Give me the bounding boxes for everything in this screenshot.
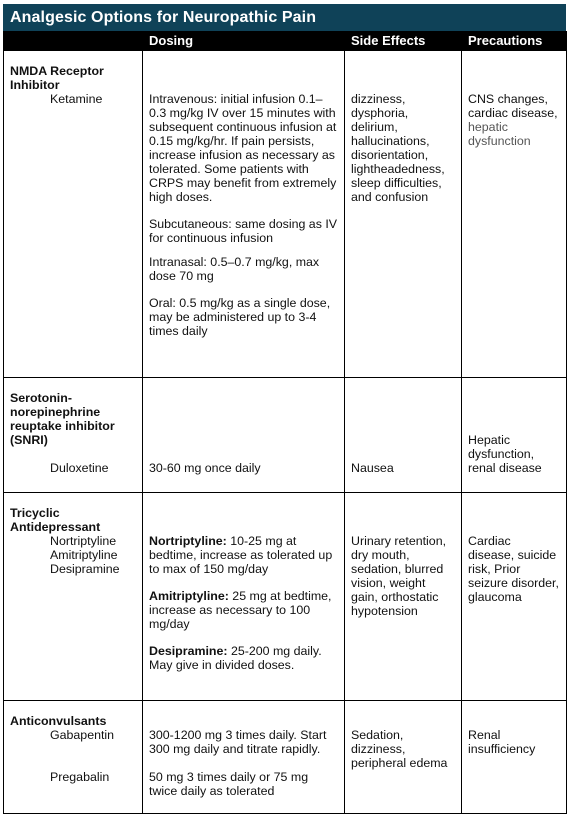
class-cell <box>4 378 143 493</box>
dosing-cell <box>143 493 345 701</box>
drug-table-container <box>3 4 566 814</box>
class-name: NMDA Receptor Inhibitor <box>10 64 104 92</box>
dosing-text: 300-1200 mg 3 times daily. Start 300 mg daily and titrate rapidly. <box>149 728 327 756</box>
dosing-text: 50 mg 3 times daily or 75 mg twice daily as tolerated <box>149 770 309 798</box>
header-row <box>4 32 567 51</box>
dosing-text: 30-60 mg once daily <box>149 461 261 475</box>
header-side-effects: Side Effects <box>345 32 462 51</box>
class-name: Serotonin-norepinephrine reuptake inhibitor (SNRI) <box>10 391 115 447</box>
table-row <box>4 701 567 814</box>
dosing-text: Intranasal: 0.5–0.7 mg/kg, max dose 70 mg <box>149 255 320 283</box>
side-effects-cell <box>345 493 462 701</box>
dosing-text: Subcutaneous: same dosing as IV for continuous infusion <box>149 217 338 245</box>
dosing-detail: 25-200 mg daily. May give in divided doses. <box>149 644 322 672</box>
side-effects-cell <box>345 701 462 814</box>
dosing-detail: 10-25 mg at bedtime, increase as tolerated up to max of 150 mg/day <box>149 534 333 576</box>
precautions-text: Hepatic dysfunction, renal disease <box>468 433 542 475</box>
drug-name: Pregabalin <box>50 770 110 784</box>
drug-name: Desipramine <box>50 562 120 576</box>
side-effects-cell <box>345 378 462 493</box>
analgesic-table <box>3 31 567 814</box>
table-title: Analgesic Options for Neuropathic Pain <box>3 4 566 31</box>
dosing-text <box>149 589 338 631</box>
precautions-cell <box>462 378 567 493</box>
dosing-text: Intravenous: initial infusion 0.1–0.3 mg/kg IV over 15 minutes with subsequent continuous infusion at 0.15 mg/kg/hr. If pain persists, increase infusion as necessary as tolerated. Some patients with CRPS may benefit from extremely high doses. <box>149 92 337 204</box>
precautions-text: CNS changes, cardiac disease, <box>468 92 558 120</box>
side-effects-text: Sedation, dizziness, peripheral edema <box>351 728 448 770</box>
drug-name: Amitriptyline <box>50 548 118 562</box>
table-row <box>4 378 567 493</box>
class-cell <box>4 51 143 378</box>
dosing-drug-label: Desipramine: <box>149 644 228 658</box>
class-cell <box>4 493 143 701</box>
class-name: Tricyclic Antidepressant <box>10 506 101 534</box>
dosing-text: Oral: 0.5 mg/kg as a single dose, may be administered up to 3-4 times daily <box>149 296 331 338</box>
drug-name: Nortriptyline <box>50 534 117 548</box>
precautions-cell <box>462 701 567 814</box>
dosing-cell <box>143 51 345 378</box>
table-row <box>4 51 567 378</box>
header-precautions: Precautions <box>462 32 567 51</box>
precautions-text: Cardiac disease, suicide risk, Prior seizure disorder, glaucoma <box>468 534 559 604</box>
dosing-cell <box>143 378 345 493</box>
drug-name: Ketamine <box>50 92 103 106</box>
side-effects-cell <box>345 51 462 378</box>
precautions-text-muted: hepatic dysfunction <box>468 120 531 148</box>
dosing-drug-label: Nortriptyline: <box>149 534 227 548</box>
header-class <box>4 32 143 51</box>
side-effects-text: dizziness, dysphoria, delirium, hallucinations, disorientation, lightheadedness, sleep difficulties, and confusion <box>351 92 445 204</box>
precautions-text: Renal insufficiency <box>468 728 536 756</box>
side-effects-text: Nausea <box>351 461 394 475</box>
header-dosing: Dosing <box>143 32 345 51</box>
drug-name: Gabapentin <box>50 728 115 742</box>
drug-name: Duloxetine <box>50 461 109 475</box>
side-effects-text: Urinary retention, dry mouth, sedation, blurred vision, weight gain, orthostatic hypotension <box>351 534 447 618</box>
table-row <box>4 493 567 701</box>
precautions-cell <box>462 51 567 378</box>
class-name: Anticonvulsants <box>10 714 107 728</box>
class-cell <box>4 701 143 814</box>
dosing-drug-label: Amitriptyline: <box>149 589 229 603</box>
dosing-text <box>149 534 338 576</box>
dosing-detail: 25 mg at bedtime, increase as necessary to 100 mg/day <box>149 589 332 631</box>
dosing-cell <box>143 701 345 814</box>
precautions-cell <box>462 493 567 701</box>
dosing-text <box>149 644 338 672</box>
